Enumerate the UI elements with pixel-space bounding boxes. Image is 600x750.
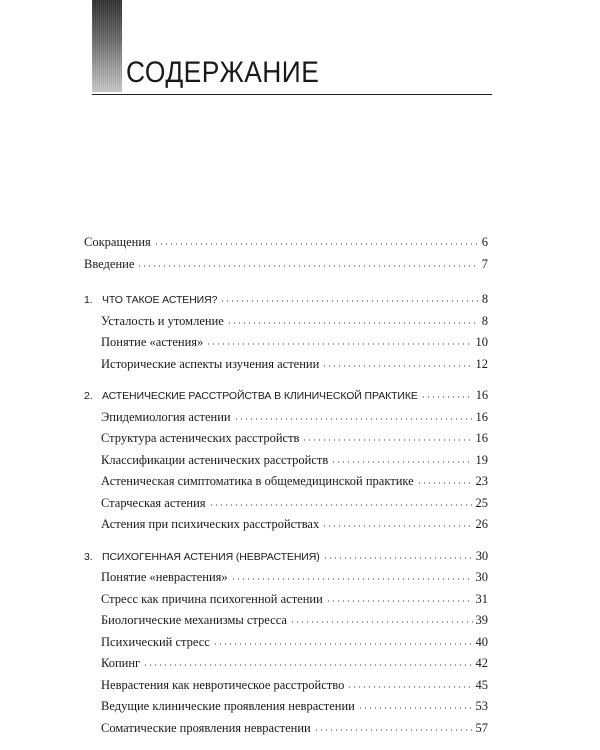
title-divider	[92, 94, 492, 95]
dot-leader	[227, 316, 479, 325]
dot-leader	[421, 390, 473, 399]
toc-page-number: 31	[475, 591, 488, 606]
toc-page-number: 39	[475, 613, 488, 627]
toc-entry-label: Эпидемиология астении	[101, 409, 231, 424]
toc-page-number: 16	[475, 409, 488, 424]
toc-subentry[interactable]	[84, 591, 488, 613]
dot-leader	[143, 658, 472, 667]
dot-leader	[322, 359, 472, 368]
toc-subentry[interactable]	[84, 356, 488, 378]
table-of-contents	[84, 234, 488, 741]
toc-page-number: 7	[481, 256, 488, 271]
toc-subentry[interactable]	[84, 698, 488, 720]
toc-subentry[interactable]	[84, 516, 488, 538]
toc-page-number: 26	[475, 517, 488, 531]
chapter-number: 1.	[84, 294, 93, 306]
chapter-title: ЧТО ТАКОЕ АСТЕНИЯ?	[102, 294, 218, 306]
dot-leader	[323, 551, 473, 560]
toc-chapter-3[interactable]	[84, 548, 488, 570]
toc-entry-label: Стресс как причина психогенной астении	[101, 591, 323, 606]
toc-entry-abbreviations[interactable]	[84, 234, 488, 256]
toc-page-number: 25	[475, 495, 488, 510]
toc-entry-label: Астеническая симптоматика в общемедицинской практике	[101, 474, 414, 488]
chapter-number: 3.	[84, 550, 93, 563]
toc-page-number: 57	[475, 720, 488, 735]
toc-entry-label: Классификации астенических расстройств	[101, 452, 329, 467]
dot-leader	[213, 637, 473, 646]
dot-leader	[331, 455, 472, 464]
toc-subentry[interactable]	[84, 634, 488, 656]
toc-page-number: 42	[475, 656, 488, 670]
toc-page-number: 16	[475, 388, 488, 402]
toc-subentry[interactable]	[84, 452, 488, 474]
toc-subentry[interactable]	[84, 720, 488, 742]
chapter-title: ПСИХОГЕННАЯ АСТЕНИЯ (НЕВРАСТЕНИЯ)	[102, 550, 320, 563]
toc-page-number: 40	[475, 634, 488, 649]
toc-page-number: 16	[475, 431, 488, 445]
toc-chapter-1[interactable]	[84, 291, 488, 313]
dot-leader	[314, 723, 473, 732]
dot-leader	[417, 476, 473, 485]
toc-page-number: 19	[475, 452, 488, 467]
dot-leader	[209, 498, 473, 507]
toc-entry-label: Структура астенических расстройств	[101, 431, 300, 445]
toc-page-number: 8	[481, 313, 488, 328]
toc-page-number: 30	[475, 570, 488, 584]
toc-entry-label: Соматические проявления неврастении	[101, 720, 311, 735]
chapter-title: АСТЕНИЧЕСКИЕ РАССТРОЙСТВА В КЛИНИЧЕСКОЙ ПРАКТИКЕ	[102, 390, 418, 402]
toc-subentry[interactable]	[84, 313, 488, 335]
dot-leader	[220, 294, 478, 303]
toc-subentry[interactable]	[84, 473, 488, 495]
toc-page-number: 53	[475, 699, 488, 713]
dot-leader	[154, 237, 479, 246]
toc-entry-label: Исторические аспекты изучения астении	[101, 356, 320, 371]
dot-leader	[322, 519, 472, 528]
toc-chapter-2[interactable]	[84, 387, 488, 409]
toc-page-number: 45	[475, 677, 488, 692]
toc-subentry[interactable]	[84, 409, 488, 431]
toc-entry-label: Понятие «астения»	[101, 335, 204, 349]
toc-entry-label: Ведущие клинические проявления неврастении	[101, 699, 355, 713]
dot-leader	[290, 615, 473, 624]
toc-page-number: 6	[481, 235, 488, 249]
toc-page-number: 8	[481, 292, 488, 306]
toc-entry-label: Копинг	[101, 656, 141, 670]
toc-subentry[interactable]	[84, 655, 488, 677]
toc-entry-label: Введение	[84, 256, 135, 271]
toc-entry-label: Психический стресс	[101, 634, 210, 649]
toc-entry-label: Сокращения	[84, 235, 151, 249]
toc-subentry[interactable]	[84, 334, 488, 356]
toc-entry-label: Усталость и утомление	[101, 313, 224, 328]
dot-leader	[206, 337, 472, 346]
toc-entry-label: Биологические механизмы стресса	[101, 613, 287, 627]
toc-subentry[interactable]	[84, 495, 488, 517]
dot-leader	[358, 701, 473, 710]
dot-leader	[231, 572, 473, 581]
dot-leader	[347, 680, 472, 689]
page-title: СОДЕРЖАНИЕ	[126, 56, 320, 89]
toc-page-number: 12	[475, 356, 488, 371]
toc-entry-introduction[interactable]	[84, 256, 488, 278]
toc-entry-label: Астения при психических расстройствах	[101, 517, 320, 531]
toc-subentry[interactable]	[84, 569, 488, 591]
toc-entry-label: Старческая астения	[101, 495, 206, 510]
dot-leader	[326, 594, 473, 603]
toc-subentry[interactable]	[84, 612, 488, 634]
toc-entry-label: Понятие «неврастения»	[101, 570, 228, 584]
header-gradient-block	[92, 0, 122, 92]
dot-leader	[234, 412, 473, 421]
toc-entry-label: Неврастения как невротическое расстройство	[101, 677, 345, 692]
dot-leader	[302, 433, 472, 442]
toc-subentry[interactable]	[84, 430, 488, 452]
toc-page-number: 23	[475, 474, 488, 488]
chapter-number: 2.	[84, 390, 93, 402]
toc-page-number: 30	[475, 548, 488, 563]
toc-subentry[interactable]	[84, 677, 488, 699]
toc-page-number: 10	[475, 335, 488, 349]
dot-leader	[137, 259, 478, 268]
